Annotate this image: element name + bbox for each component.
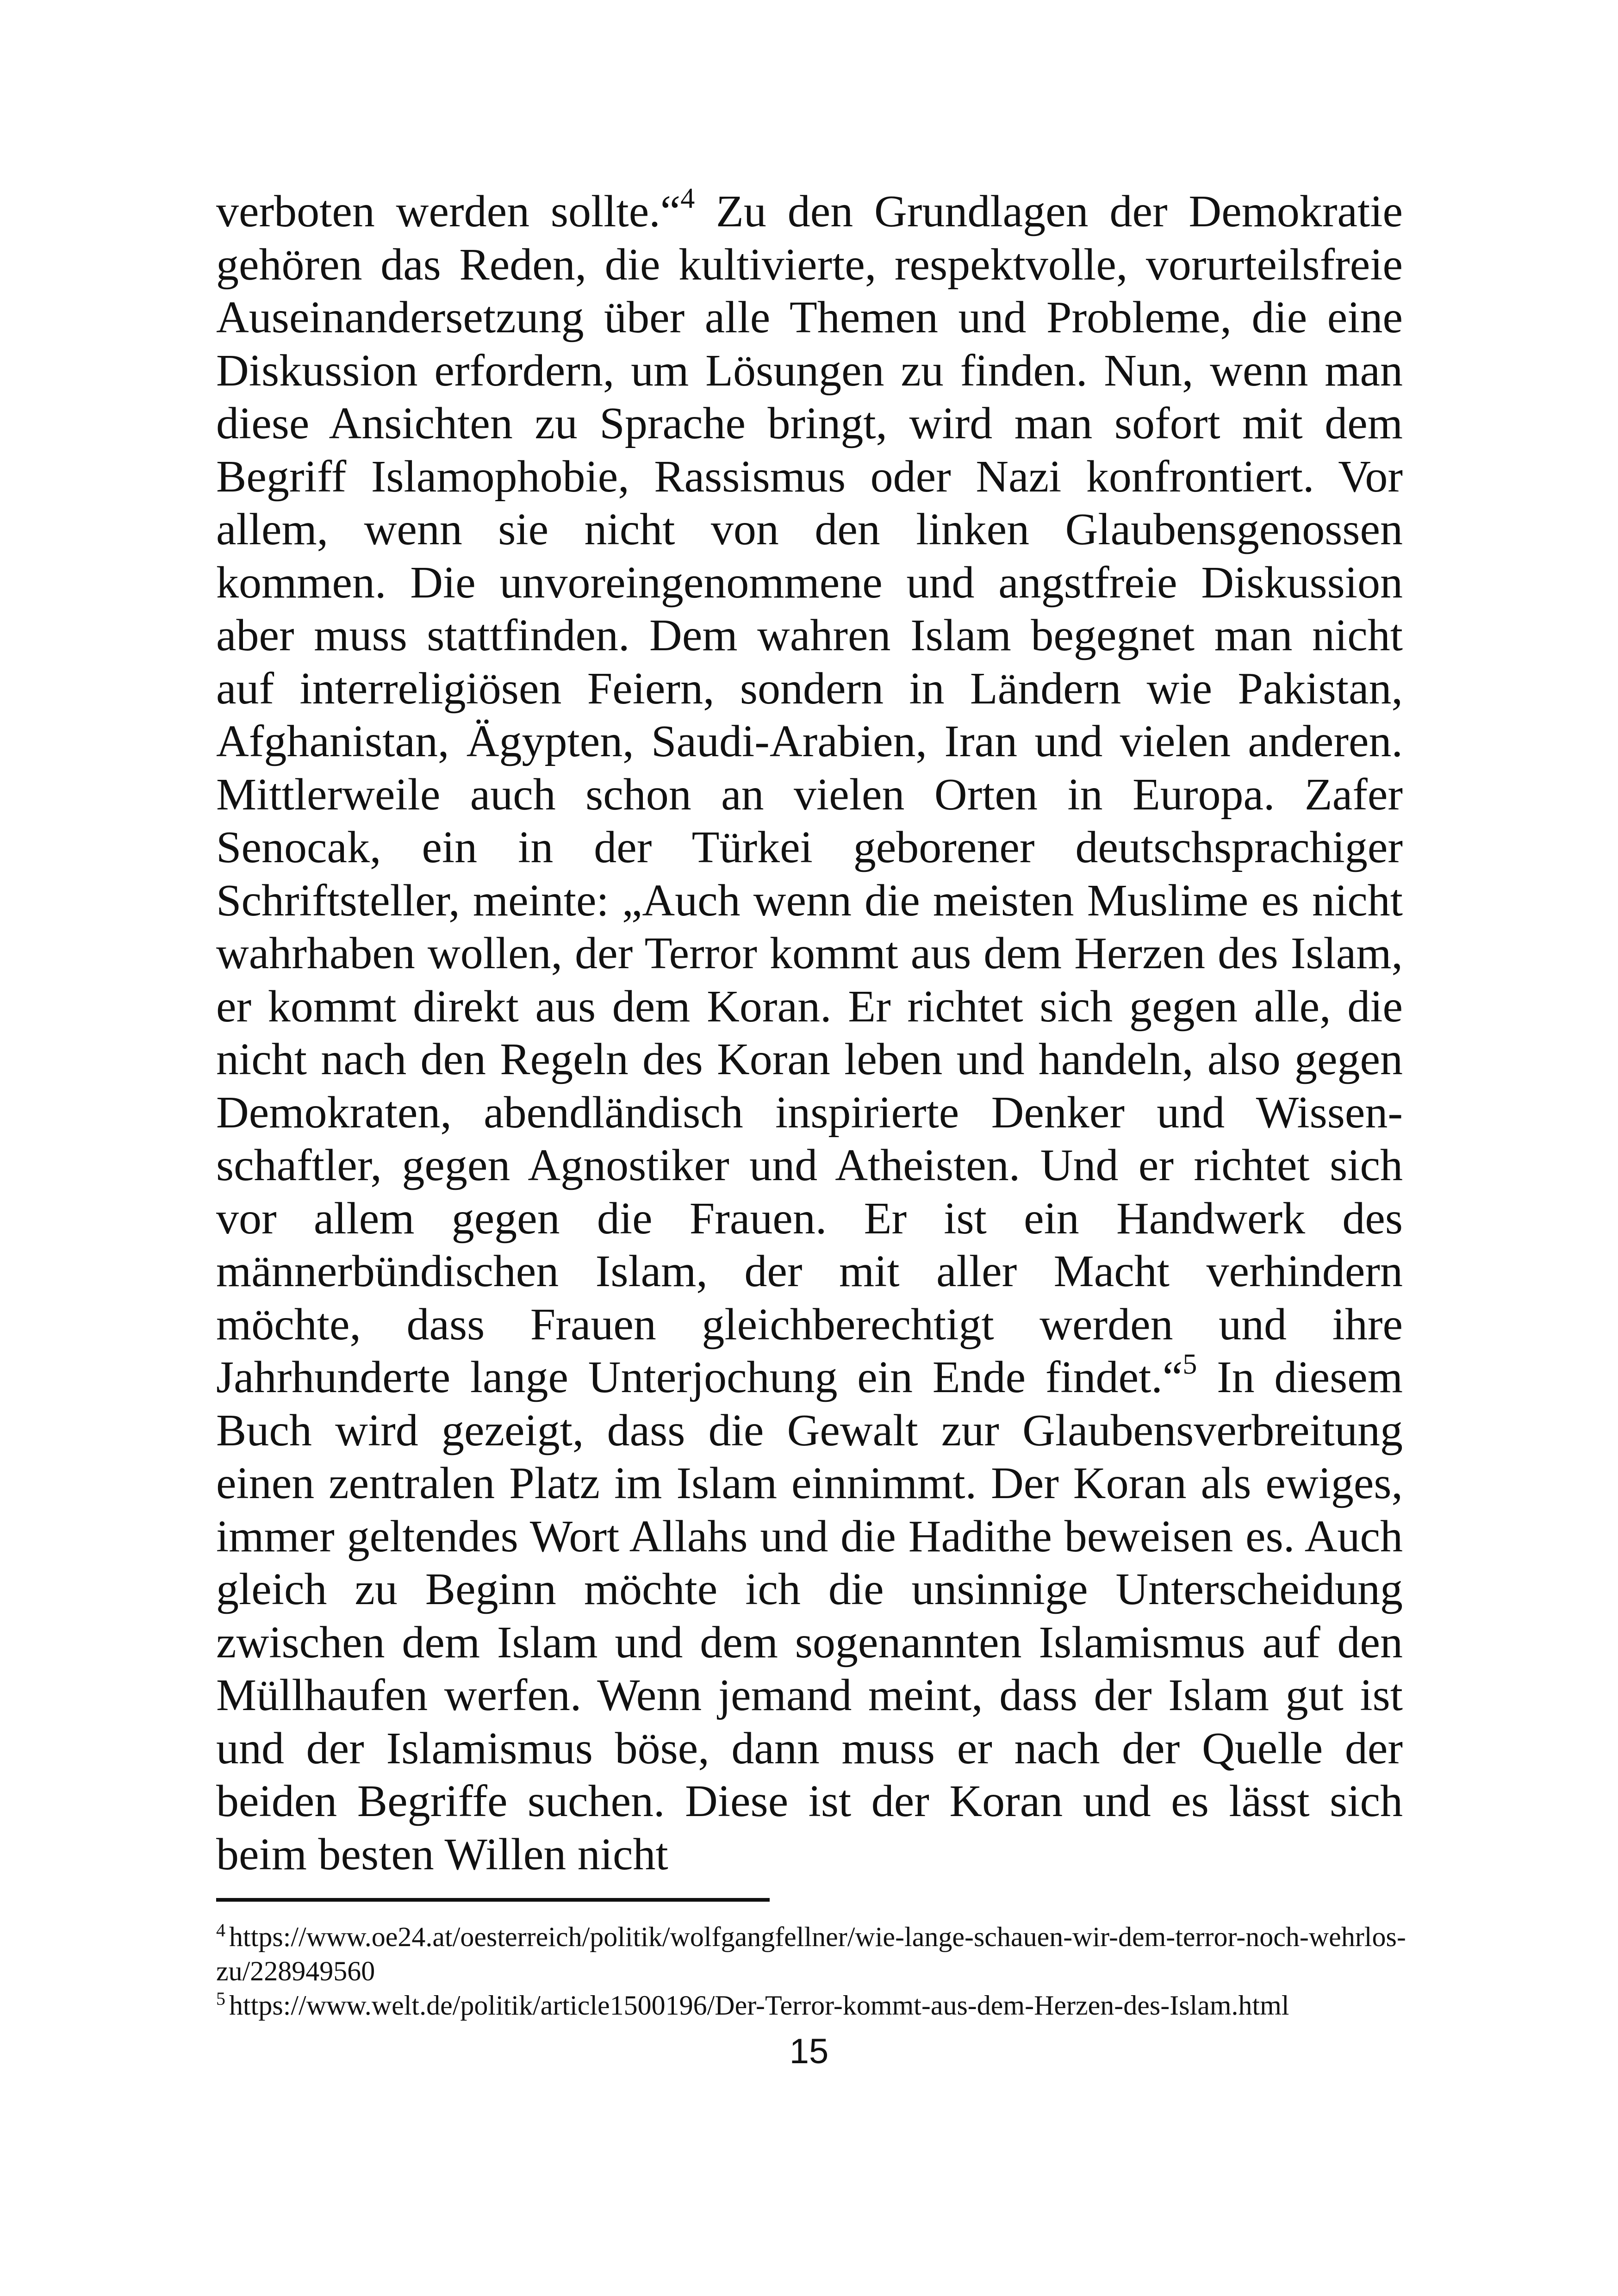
body-text-part-3: In diesem Buch wird gezeigt, dass die Gewalt zur Glaubensverbreitung einen zentralen Platz im Islam einnimmt. Der Koran als ewiges, immer geltendes Wort Allahs und die Hadithe beweisen es. Auch gleich zu Beginn möchte ich die unsinnige Unterscheidung zwischen dem Islam und dem sogenannten Islamismus auf den Müllhaufen werfen. Wenn jemand meint, dass der Islam gut ist und der Islamismus böse, dann muss er nach der Quelle der beiden Begriffe suchen. Diese ist der Koran und es lässt sich beim besten Willen nicht [216,1352,1403,1879]
footnotes-section [216,1920,1410,2022]
footnote-ref-4: 4 [680,183,695,215]
footnote-5 [216,1988,1410,2022]
footnote-number: 4 [216,1920,225,1941]
body-paragraph [216,185,1403,1881]
footnote-url: https://www.welt.de/politik/article1500196/Der-Terror-kommt-aus-dem-Herzen-des-Islam.html [229,1990,1289,2021]
body-text-part-2: Zu den Grundlagen der Demokratie gehören das Reden, die kultivierte, respektvolle, vorurteilsfreie Auseinandersetzung über alle Themen und Probleme, die eine Diskussion erfordern, um Lösungen zu finden. Nun, wenn man diese Ansichten zu Sprache bringt, wird man sofort mit dem Begriff Islamophobie, Rassismus oder Nazi konfrontiert. Vor allem, wenn sie nicht von den linken Glaubensgenossen kommen. Die unvoreingenommene und angstfreie Diskussion aber muss stattfinden. Dem wahren Islam begegnet man nicht auf interreligiösen Feiern, sondern in Ländern wie Pakistan, Afghanistan, Ägypten, Saudi-Arabien, Iran und vielen anderen. Mittlerweile auch schon an vielen Orten in Europa. Zafer Senocak, ein in der Türkei geborener deutschsprachiger Schriftsteller, meinte: „Auch wenn die meisten Muslime es nicht wahrhaben wollen, der Terror kommt aus dem Herzen des Islam, er kommt direkt aus dem Koran. Er richtet sich gegen alle, die nicht nach den Regeln des Koran leben und handeln, also gegen Demokraten, abendländisch inspirierte Denker und Wissen-schaftler, gegen Agnostiker und Atheisten. Und er richtet sich vor allem gegen die Frauen. Er ist ein Handwerk des männerbündischen Islam, der mit aller Macht verhindern möchte, dass Frauen gleichberechtigt werden und ihre Jahrhunderte lange Unterjochung ein Ende findet.“ [216,187,1403,1402]
footnote-number: 5 [216,1988,225,2009]
footnote-ref-5: 5 [1182,1349,1197,1381]
footnote-url: https://www.oe24.at/oesterreich/politik/wolfgangfellner/wie-lange-schauen-wir-dem-terror-noch-wehrlos-zu/228949560 [216,1922,1406,1986]
footnote-separator [216,1898,770,1902]
footnote-4 [216,1920,1410,1988]
body-text-part-1: verboten werden sollte.“ [216,187,681,236]
page-number: 15 [789,2032,829,2071]
